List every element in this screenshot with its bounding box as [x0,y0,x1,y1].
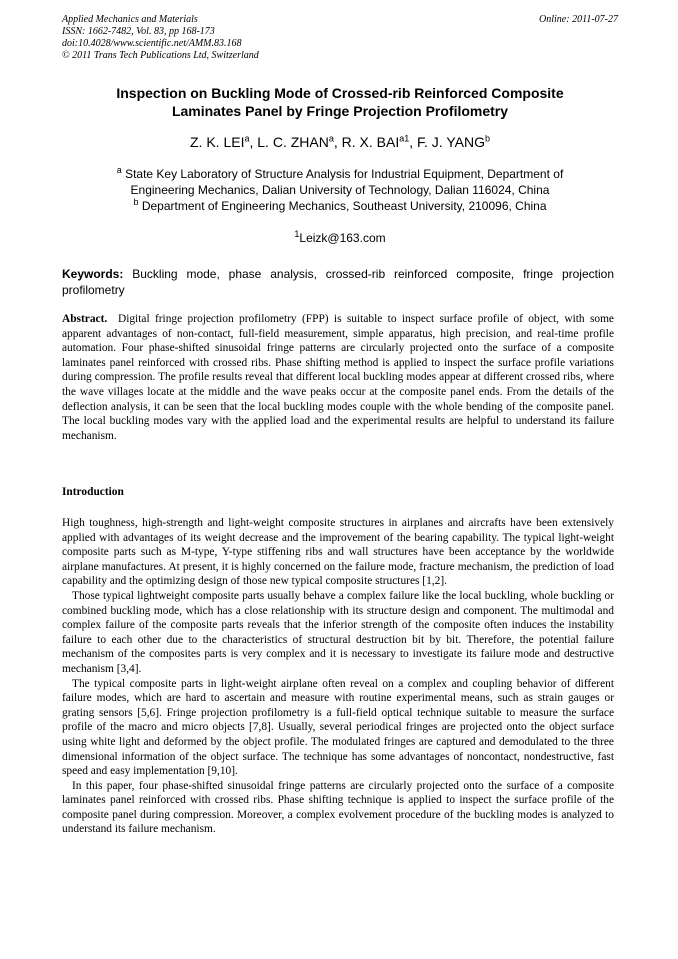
keywords-block [62,266,614,298]
abstract-block [62,312,614,443]
affiliations [62,166,618,214]
copyright-line: © 2011 Trans Tech Publications Ltd, Switzerland [62,50,259,61]
doi-line[interactable]: doi:10.4028/www.scientific.net/AMM.83.168 [62,38,242,49]
keywords-label: Keywords: [62,267,124,281]
author-sup: a1 [399,133,410,144]
title-line-2: Laminates Panel by Fringe Projection Profilometry [171,103,509,119]
issn-line: ISSN: 1662-7482, Vol. 83, pp 168-173 [62,26,215,37]
email-mark: 1 [294,229,300,239]
introduction-body [62,516,614,837]
paragraph: In this paper, four phase-shifted sinusoidal fringe patterns are circularly projected onto the surface of a composite laminates panel reinforced with crossed ribs. Phase shifting technique is applied to inspect the surface profile of the composite panel during compression. Moreover, a complex evolvement procedure of the buckling modes is analyzed to understand its failure mechanism. [62,779,614,836]
author-name: F. J. YANG [417,134,485,150]
abstract-label: Abstract. [62,313,108,325]
introduction-heading: Introduction [62,486,124,498]
journal-header [62,14,618,62]
affiliation-a-line-1: $^a$ State Key Laboratory of Structure Analysis for Industrial Equipment, Department of [116,165,564,181]
paper-title [62,84,618,120]
keywords-text: Buckling mode, phase analysis, crossed-rib reinforced composite, fringe projection profilometry [62,267,614,297]
corresponding-email [62,230,618,246]
journal-name: Applied Mechanics and Materials [62,14,198,25]
affiliation-a-mark: a [116,165,122,175]
author-sup: a [328,133,334,144]
author-name: L. C. ZHAN [257,134,329,150]
paragraph: The typical composite parts in light-weight airplane often reveal on a complex and coupling behavior of different failure modes, which are hard to ascertain and measure with routine experimental means, such as strain gauges or grating sensors [5,6]. Fringe projection profilometry is a full-field optical technique suitable to measure the surface profile of the macro and micro objects [7,8]. Usually, several periodical fringes are projected onto the object surface using white light and deformed by the object profile. The modulated fringes are captured and demodulated to the three dimensional information of the object surface. The technique has some advantages of noncontact, nondestructive, fast speed and easy implementation [9,10]. [62,677,614,778]
author-sup: b [484,133,490,144]
author-name: R. X. BAI [341,134,400,150]
author-name: Z. K. LEI [190,134,245,150]
abstract-text: Digital fringe projection profilometry (FPP) is suitable to inspect surface profile of object, with some apparent advantages of non-contact, full-field measurement, simple apparatus, high precision, and real-time profile automation. Four phase-shifted sinusoidal fringe patterns are circularly projected onto the surface of a composite laminates panel reinforced with crossed ribs. Phase shifting method is applied to inspect the surface profile variations during compression. The profile results reveal that different local buckling modes appear at different crossed ribs, where the wave villages locate at the middle and the wave peaks occur at the composite panel ends. From the details of the deflection analysis, it can be seen that the local buckling modes couple with the whole bending of the composite panel. The local buckling modes vary with the applied load and the experimental results are helpful to understand its failure mechanism. [62,313,614,442]
affiliation-b-line: $^b$ Department of Engineering Mechanics, Southeast University, 210096, China [133,197,547,213]
title-line-1: Inspection on Buckling Mode of Crossed-rib Reinforced Composite [116,85,564,101]
affiliation-a-line-2: Engineering Mechanics, Dalian University of Technology, Dalian 116024, China [130,183,550,197]
author-sup: a [244,133,250,144]
paragraph: Those typical lightweight composite parts usually behave a complex failure like the local buckling, whole buckling or combined buckling mode, which has a close relationship with its structure design and component. The multimodal and complex failure of the composite parts reveals that the inferior strength of the composite often induces the instability failure to each other due to the characteristics of structural destruction bit by bit. Therefore, the potential failure mechanism of the composites parts is very complex and it is necessary to investigate its failure mode and destructive mechanism [3,4]. [62,589,614,675]
affiliation-b-mark: b [133,197,139,207]
online-date: Online: 2011-07-27 [539,14,618,25]
paragraph: High toughness, high-strength and light-weight composite structures in airplanes and aircrafts have been extensively applied with advantages of its weight decrease and the improvement of the bearing capability. The typical light-weight composite parts such as M-type, Y-type stiffening ribs and wall structures have been acceptance by the worldwide airplane manufactures. At present, it is highly concerned on the failure mode, fracture mechanism, the prediction of load capability and the optimizing design of those new typical composite structures [1,2]. [62,517,614,588]
email-address[interactable]: Leizk@163.com [299,231,386,245]
author-list: Z. K. LEI$^a$, L. C. ZHAN$^a$, R. X. $BAI^{a1}$, F. J. YANG$^b$ [190,133,490,150]
